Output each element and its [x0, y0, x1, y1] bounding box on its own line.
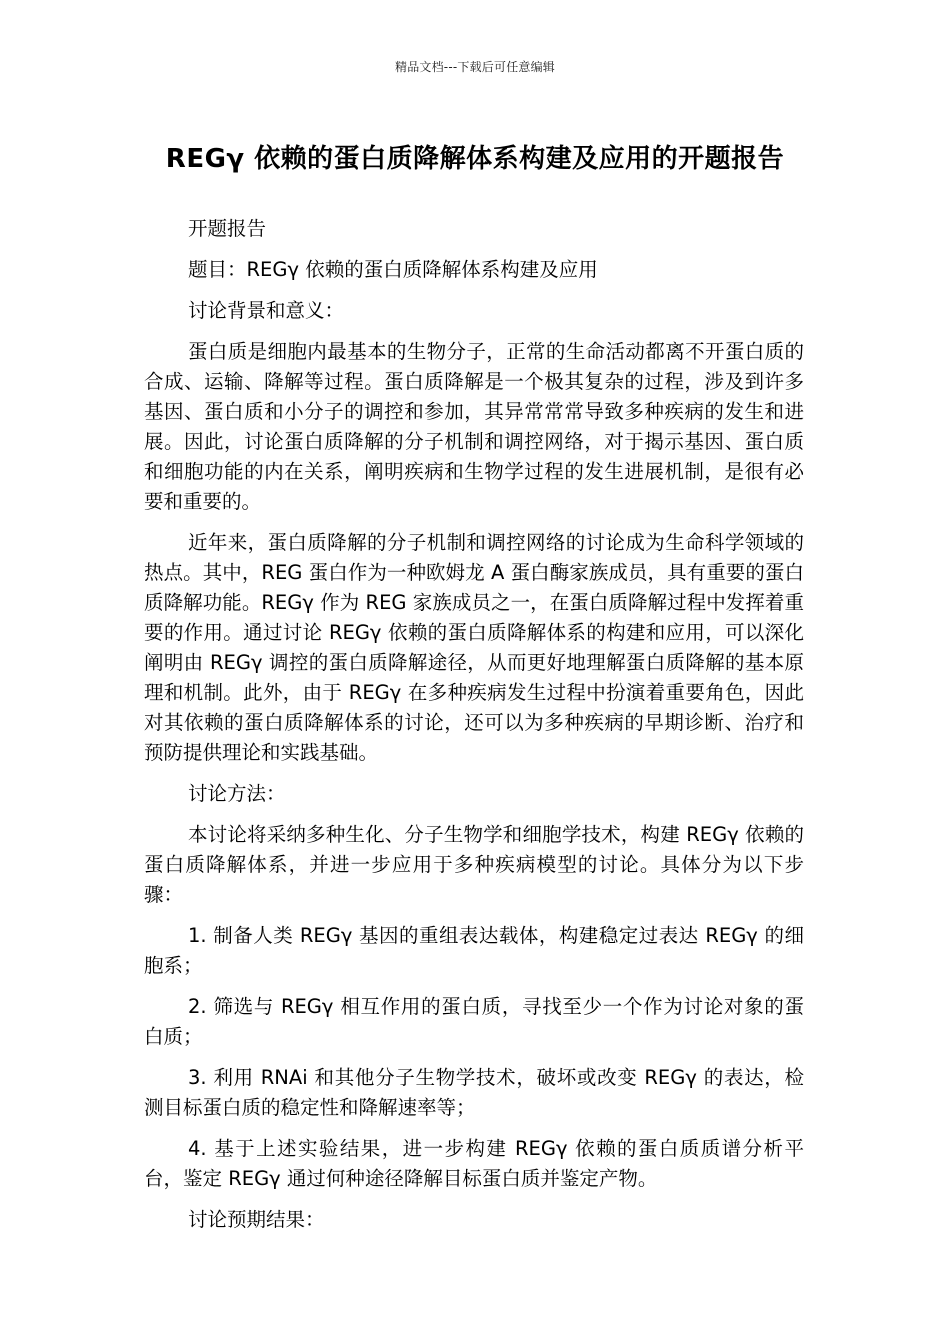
paragraph-methods-heading: 讨论方法： — [188, 782, 286, 805]
paragraph-expected-results-heading: 讨论预期结果： — [188, 1208, 325, 1231]
paragraph-report-label: 开题报告 — [188, 217, 267, 240]
paragraph-topic: 题目：REGγ 依赖的蛋白质降解体系构建及应用 — [188, 258, 598, 281]
paragraph-step-3: 3. 利用 RNAi 和其他分子生物学技术，破坏或改变 REGγ 的表达，检测目标蛋白质的稳定性和降解速率等； — [144, 1066, 804, 1119]
paragraph-background-2: 近年来，蛋白质降解的分子机制和调控网络的讨论成为生命科学领域的热点。其中，REG 蛋白作为一种欧姆龙 A 蛋白酶家族成员，具有重要的蛋白质降解功能。REGγ 作为 REG 家族成员之一，在蛋白质降解过程中发挥着重要的作用。通过讨论 REGγ 依赖的蛋白质降解体系的构建和应用，可以深化阐明由 REGγ 调控的蛋白质降解途径，从而更好地理解蛋白质降解的基本原理和机制。此外，由于 REGγ 在多种疾病发生过程中扮演着重要角色，因此对其依赖的蛋白质降解体系的讨论，还可以为多种疾病的早期诊断、治疗和预防提供理论和实践基础。 — [144, 531, 804, 764]
paragraph-step-4: 4. 基于上述实验结果，进一步构建 REGγ 依赖的蛋白质质谱分析平台，鉴定 REGγ 通过何种途径降解目标蛋白质并鉴定产物。 — [144, 1137, 804, 1190]
paragraph-step-2: 2. 筛选与 REGγ 相互作用的蛋白质，寻找至少一个作为讨论对象的蛋白质； — [144, 995, 804, 1048]
paragraph-background-heading: 讨论背景和意义： — [188, 299, 345, 322]
paragraph-step-1: 1. 制备人类 REGγ 基因的重组表达载体，构建稳定过表达 REGγ 的细胞系； — [144, 924, 804, 977]
paragraph-methods-intro: 本讨论将采纳多种生化、分子生物学和细胞学技术，构建 REGγ 依赖的蛋白质降解体系，并进一步应用于多种疾病模型的讨论。具体分为以下步骤： — [144, 823, 804, 906]
document-body — [144, 214, 804, 1246]
header-note: 精品文档---下载后可任意编辑 — [395, 60, 555, 74]
document-title: REGγ 依赖的蛋白质降解体系构建及应用的开题报告 — [165, 144, 785, 174]
paragraph-background-1: 蛋白质是细胞内最基本的生物分子，正常的生命活动都离不开蛋白质的合成、运输、降解等过程。蛋白质降解是一个极其复杂的过程，涉及到许多基因、蛋白质和小分子的调控和参加，其异常常常导致多种疾病的发生和进展。因此，讨论蛋白质降解的分子机制和调控网络，对于揭示基因、蛋白质和细胞功能的内在关系，阐明疾病和生物学过程的发生进展机制，是很有必要和重要的。 — [144, 340, 804, 513]
